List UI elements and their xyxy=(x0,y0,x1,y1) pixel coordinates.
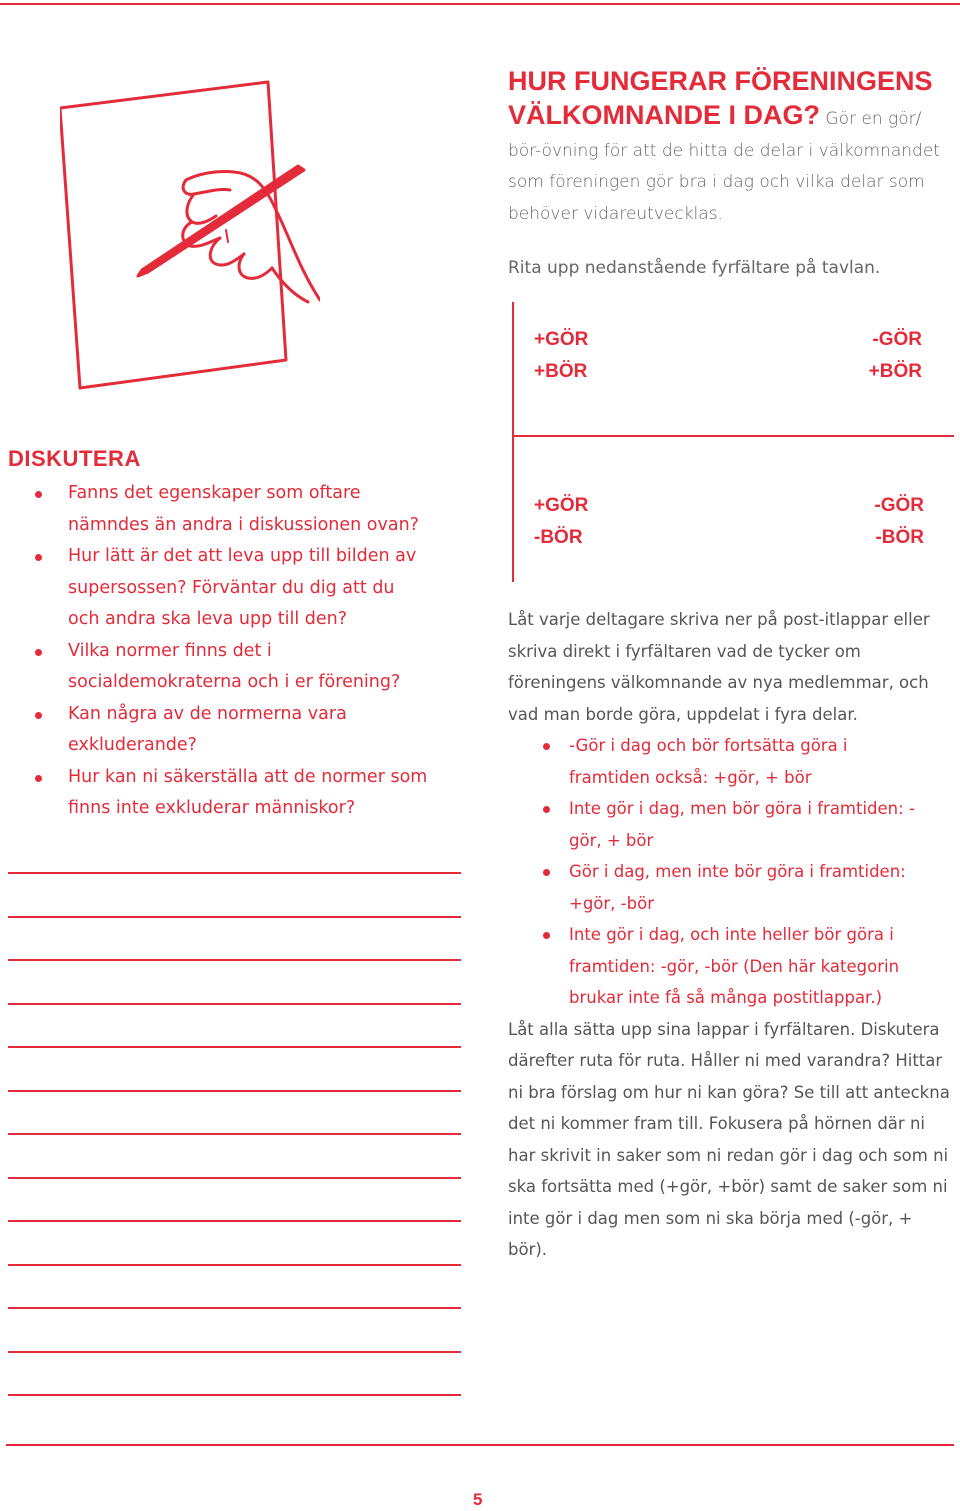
writing-hand-illustration xyxy=(60,70,320,404)
four-field-grid xyxy=(512,302,954,582)
title-line-2: VÄLKOMNANDE I DAG? xyxy=(508,100,820,130)
quadrant-top-right xyxy=(869,324,922,388)
discussion-questions xyxy=(8,478,428,825)
exercise-instructions xyxy=(508,604,956,1266)
quadrant-label: -GÖR xyxy=(872,329,922,350)
quadrant-label: -GÖR xyxy=(874,495,924,516)
instructions-paragraph-1: Låt varje deltagare skriva ner på post-itlappar eller skriva direkt i fyrfältaren vad de tycker om föreningens välkomnande av nya medlemmar, och vad man borde göra, uppdelat i fyra delar. xyxy=(508,610,930,724)
quadrant-top-left xyxy=(534,324,588,388)
note-line xyxy=(8,872,461,874)
list-item: Inte gör i dag, och inte heller bör göra i framtiden: -gör, -bör (Den här kategorin brukar inte få så många postitlappar.) xyxy=(508,919,956,1014)
note-line xyxy=(8,1133,461,1135)
grid-horizontal-line xyxy=(512,435,954,437)
quadrant-label: +GÖR xyxy=(534,495,589,516)
bottom-rule xyxy=(6,1444,954,1446)
note-line xyxy=(8,1003,461,1005)
top-rule xyxy=(0,3,960,5)
note-line xyxy=(8,1177,461,1179)
discuss-heading: DISKUTERA xyxy=(8,446,141,471)
quadrant-bottom-right xyxy=(874,490,924,554)
list-item: -Gör i dag och bör fortsätta göra i framtiden också: +gör, + bör xyxy=(508,730,956,793)
quadrant-bottom-left xyxy=(534,490,588,554)
list-item: Inte gör i dag, men bör göra i framtiden: -gör, + bör xyxy=(508,793,956,856)
note-line xyxy=(8,1090,461,1092)
intro-paragraph xyxy=(508,100,956,230)
quadrant-label: +GÖR xyxy=(534,329,589,350)
note-line xyxy=(8,1220,461,1222)
note-line xyxy=(8,916,461,918)
list-item: Hur kan ni säkerställa att de normer som finns inte exkluderar människor? xyxy=(8,762,428,825)
quadrant-label: -BÖR xyxy=(875,527,924,548)
section-title xyxy=(508,66,953,96)
intro-text: Gör en gör/ bör-övning för att de hitta de delar i välkomnandet som föreningen gör bra i dag och vilka delar som behöver vidareutvecklas. xyxy=(508,109,940,224)
list-item: Hur lätt är det att leva upp till bilden av supersossen? Förväntar du dig att du och andra ska leva upp till den? xyxy=(8,541,428,636)
instruction-text: Rita upp nedanstående fyrfältare på tavlan. xyxy=(508,258,881,278)
note-line xyxy=(8,1046,461,1048)
list-item: Gör i dag, men inte bör göra i framtiden: +gör, -bör xyxy=(508,856,956,919)
list-item: Fanns det egenskaper som oftare nämndes än andra i diskussionen ovan? xyxy=(8,478,428,541)
title-line-1: HUR FUNGERAR FÖRENINGENS xyxy=(508,66,933,96)
note-line xyxy=(8,959,461,961)
page-number: 5 xyxy=(473,1490,483,1509)
note-line xyxy=(8,1351,461,1353)
quadrant-label: +BÖR xyxy=(534,361,588,382)
instructions-paragraph-2: Låt alla sätta upp sina lappar i fyrfältaren. Diskutera därefter ruta för ruta. Håller ni med varandra? Hittar ni bra förslag om hur ni kan göra? Se till att anteckna det ni kommer fram till. Fokusera på hörnen där ni har skrivit in saker som ni redan gör i dag och som ni ska fortsätta med (+gör, +bör) samt de saker som ni inte gör i dag men som ni ska börja med (-gör, + bör). xyxy=(508,1019,950,1259)
quadrant-label: +BÖR xyxy=(868,361,922,382)
note-line xyxy=(8,1264,461,1266)
list-item: Vilka normer finns det i socialdemokraterna och i er förening? xyxy=(8,636,428,699)
note-line xyxy=(8,1394,461,1396)
category-list xyxy=(508,730,956,1014)
hand-writing-icon xyxy=(60,70,320,400)
note-lines xyxy=(8,872,461,1438)
grid-vertical-line xyxy=(512,302,514,582)
list-item: Kan några av de normerna vara exkluderande? xyxy=(8,699,428,762)
quadrant-label: -BÖR xyxy=(534,527,583,548)
note-line xyxy=(8,1307,461,1309)
